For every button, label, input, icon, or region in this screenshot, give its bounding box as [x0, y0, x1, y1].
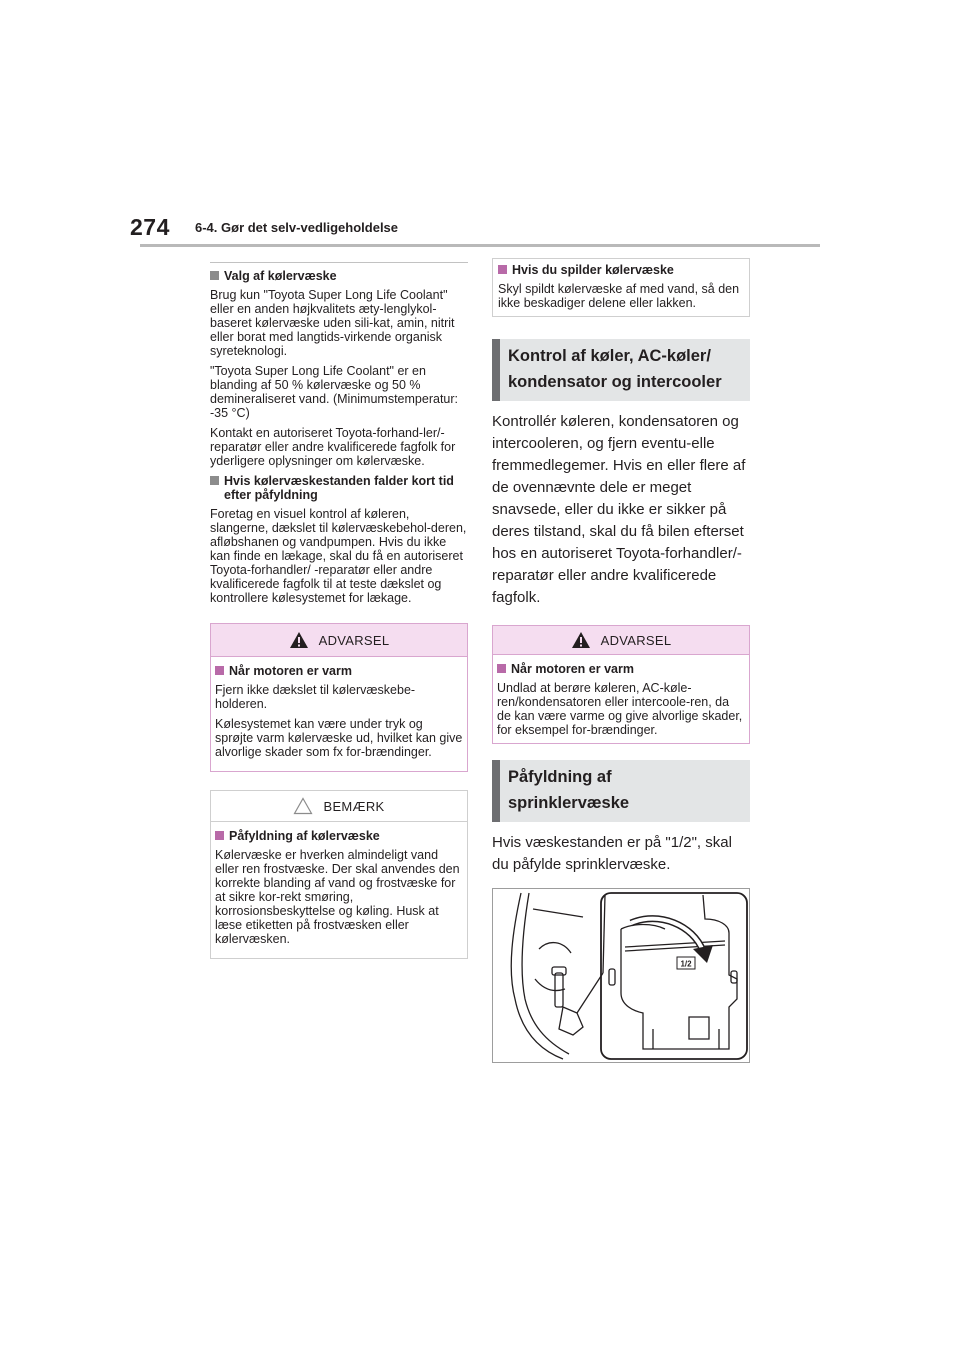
- warning-label: ADVARSEL: [318, 632, 390, 648]
- notice-heading: Påfyldning af kølervæske: [215, 829, 463, 843]
- coolant-drop-para: Foretag en visuel kontrol af køleren, slangerne, dækslet til kølervæskebehol-deren, afløbshanen og vandpumpen. Hvis du ikke kan finde en lækage, skal du få en autoriseret Toyota-forhandler/ -reparatør eller andre kvalificerede fagfolk til at teste dækslet og kontrollere kølesystemet for lækage.: [210, 507, 467, 605]
- coolant-drop-heading: Hvis kølervæskestanden falder kort tid efter påfyldning: [210, 474, 468, 502]
- coolant-select-para-3: Kontakt en autoriseret Toyota-forhand-ler/-reparatør eller andre kvalificerede fagfolk for yderligere oplysninger om kølervæske.: [210, 426, 456, 468]
- bullet-square-icon: [210, 271, 219, 280]
- caution-triangle-icon: [293, 797, 313, 815]
- bullet-square-icon: [498, 265, 507, 274]
- warning-label: ADVARSEL: [600, 632, 672, 648]
- header-rule: [140, 244, 820, 247]
- spill-para: Skyl spildt kølervæske af med vand, så den ikke beskadiger delene eller lakken.: [498, 282, 740, 310]
- coolant-select-heading: Valg af kølervæske: [210, 269, 468, 283]
- level-mark-label: 1/2: [680, 959, 692, 969]
- bullet-square-icon: [215, 831, 224, 840]
- warning-box-left: [210, 623, 468, 772]
- warning-para-1: Fjern ikke dækslet til kølervæskebe-holderen.: [215, 683, 416, 711]
- radiator-section-heading: Kontrol af køler, AC-køler/ kondensator og intercooler: [492, 339, 750, 401]
- left-column: [210, 262, 468, 959]
- warning-triangle-icon: [571, 631, 591, 649]
- section-title: 6-4. Gør det selv-vedligeholdelse: [195, 220, 399, 235]
- washer-section-body: Hvis væskestanden er på "1/2", skal du påfylde sprinklervæske.: [492, 834, 732, 873]
- notice-header: [211, 791, 467, 822]
- coolant-select-para-1: Brug kun "Toyota Super Long Life Coolant" eller en anden højkvalitets æty-lenglykol-baseret kølervæske uden sili-kat, amin, nitrit eller borat med langtids-virkende organisk syreteknologi.: [210, 288, 455, 358]
- bullet-square-icon: [215, 666, 224, 675]
- warning-triangle-icon: [289, 631, 309, 649]
- right-column: [492, 258, 750, 1063]
- warning-header: [493, 626, 749, 655]
- warning-header: [211, 624, 467, 657]
- warning-para: Undlad at berøre køleren, AC-køle-ren/kondensatoren eller intercoole-ren, da de kan være varme og give alvorlige skader, for eksempel for-brændinger.: [497, 681, 743, 737]
- washer-reservoir-illustration: [492, 888, 750, 1063]
- washer-section-heading: Påfyldning af sprinklervæske: [492, 760, 750, 822]
- bullet-square-icon: [210, 476, 219, 485]
- notice-box: [210, 790, 468, 959]
- coolant-select-para-2: "Toyota Super Long Life Coolant" er en blanding af 50 % kølervæske og 50 % demineraliseret vand. (Minimumstemperatur: -35 °C): [210, 364, 459, 420]
- warning-heading: Når motoren er varm: [497, 662, 745, 676]
- spill-heading: Hvis du spilder kølervæske: [498, 263, 745, 277]
- radiator-section-body: Kontrollér køleren, kondensatoren og intercooleren, og fjern eventu-elle fremmedlegemer. Hvis en eller flere af de ovennævnte dele er meget snavsede, eller du ikke er sikker på deres tilstand, skal du få bilen efterset hos en autoriseret Toyota-forhandler/-reparatør eller andre kvalificerede fagfolk.: [492, 413, 746, 606]
- bullet-square-icon: [497, 664, 506, 673]
- spill-box: [492, 258, 750, 317]
- page-number: 274: [130, 214, 170, 240]
- column-top-rule: [210, 262, 468, 263]
- notice-para: Kølervæske er hverken almindeligt vand eller ren frostvæske. Der skal anvendes den korrekte blanding af vand og frostvæske for at sikre kor-rekt smøring, korrosionsbeskyttelse og køling. Husk at læse etiketten på frostvæsken eller kølervæsken.: [215, 848, 460, 946]
- warning-para-2: Kølesystemet kan være under tryk og sprøjte varm kølervæske ud, hvilket kan give alvorlige skader som fx for-brændinger.: [215, 717, 463, 759]
- warning-heading: Når motoren er varm: [215, 664, 463, 678]
- notice-label: BEMÆRK: [323, 798, 385, 814]
- warning-box-right: [492, 625, 750, 744]
- reservoir-drawing: [493, 889, 750, 1063]
